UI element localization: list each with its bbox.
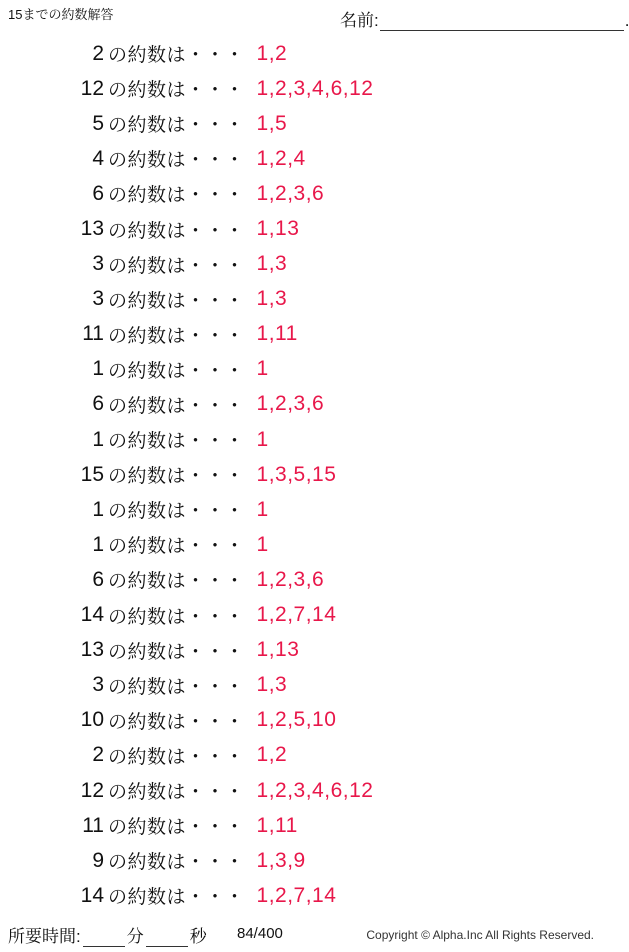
problem-row xyxy=(0,843,600,878)
problem-number: 1 xyxy=(92,497,104,521)
problem-number: 4 xyxy=(92,146,104,170)
problem-number: 6 xyxy=(92,567,104,591)
problem-phrase: の約数は・・・ xyxy=(108,711,245,733)
page-header xyxy=(0,0,629,34)
page-count: 84/400 xyxy=(237,925,283,942)
problem-row xyxy=(0,282,600,317)
problem-phrase: の約数は・・・ xyxy=(108,782,245,804)
elapsed-time-label: 所要時間: xyxy=(8,927,81,946)
problem-phrase: の約数は・・・ xyxy=(108,501,245,523)
problem-answer: 1,2,3,6 xyxy=(256,392,325,416)
problem-number: 13 xyxy=(80,217,104,241)
problem-phrase: の約数は・・・ xyxy=(108,817,245,839)
problem-phrase: の約数は・・・ xyxy=(108,360,245,382)
problem-phrase: の約数は・・・ xyxy=(108,571,245,593)
problem-row xyxy=(0,71,600,106)
problem-number: 2 xyxy=(92,743,104,767)
problem-answer: 1,11 xyxy=(256,322,298,346)
problem-number: 11 xyxy=(82,322,104,346)
problem-phrase: の約数は・・・ xyxy=(108,676,245,698)
problem-answer: 1,2,3,6 xyxy=(256,181,325,205)
name-trailing-mark: . xyxy=(624,11,629,30)
problem-phrase: の約数は・・・ xyxy=(108,115,245,137)
problem-row xyxy=(0,141,600,176)
problem-phrase: の約数は・・・ xyxy=(108,150,245,172)
problem-row xyxy=(0,457,600,492)
problem-row xyxy=(0,668,600,703)
problem-number: 13 xyxy=(80,638,104,662)
name-label: 名前: xyxy=(340,11,379,30)
problem-phrase: の約数は・・・ xyxy=(108,255,245,277)
problem-number: 1 xyxy=(92,357,104,381)
problem-phrase: の約数は・・・ xyxy=(108,325,245,347)
problem-phrase: の約数は・・・ xyxy=(108,536,245,558)
problem-row xyxy=(0,703,600,738)
problem-row xyxy=(0,422,600,457)
problem-answer: 1,2,7,14 xyxy=(256,883,337,907)
problem-answer: 1 xyxy=(256,427,269,451)
problem-row xyxy=(0,106,600,141)
seconds-unit: 秒 xyxy=(189,927,207,946)
problem-number: 14 xyxy=(80,603,104,627)
problem-phrase: の約数は・・・ xyxy=(108,395,245,417)
problem-phrase: の約数は・・・ xyxy=(108,220,245,242)
problem-phrase: の約数は・・・ xyxy=(108,431,245,453)
problem-answer: 1,2,3,4,6,12 xyxy=(256,778,374,802)
problem-answer: 1,3,9 xyxy=(256,848,306,872)
problem-row xyxy=(0,527,600,562)
problem-number: 2 xyxy=(92,41,104,65)
problem-answer: 1,13 xyxy=(256,217,300,241)
problem-row xyxy=(0,387,600,422)
problem-answer: 1 xyxy=(256,532,269,556)
problem-row xyxy=(0,773,600,808)
problem-row xyxy=(0,211,600,246)
problem-answer: 1 xyxy=(256,497,269,521)
problem-number: 1 xyxy=(92,427,104,451)
problem-number: 11 xyxy=(82,813,104,837)
page-title: 15までの約数解答 xyxy=(8,7,114,22)
problem-number: 1 xyxy=(92,532,104,556)
problem-row xyxy=(0,36,600,71)
elapsed-time-block xyxy=(8,922,207,947)
problem-phrase: の約数は・・・ xyxy=(108,466,245,488)
problem-number: 3 xyxy=(92,287,104,311)
problem-row xyxy=(0,562,600,597)
problem-answer: 1,2,5,10 xyxy=(256,708,337,732)
problem-number: 10 xyxy=(80,708,104,732)
problem-answer: 1,2,3,6 xyxy=(256,567,325,591)
minutes-input-line[interactable] xyxy=(83,929,125,947)
problem-number: 12 xyxy=(80,76,104,100)
problem-answer: 1,3 xyxy=(256,287,288,311)
problem-answer: 1,11 xyxy=(256,813,298,837)
problem-number: 15 xyxy=(80,462,104,486)
problem-answer: 1,2 xyxy=(256,743,288,767)
problem-phrase: の約数は・・・ xyxy=(108,290,245,312)
problem-answer: 1 xyxy=(256,357,269,381)
problem-phrase: の約数は・・・ xyxy=(108,45,245,67)
problem-phrase: の約数は・・・ xyxy=(108,887,245,909)
name-field-block xyxy=(340,6,629,31)
problem-phrase: の約数は・・・ xyxy=(108,641,245,663)
problem-row xyxy=(0,633,600,668)
problem-answer: 1,2,7,14 xyxy=(256,603,337,627)
problem-row xyxy=(0,738,600,773)
problem-row xyxy=(0,247,600,282)
problem-phrase: の約数は・・・ xyxy=(108,606,245,628)
problem-phrase: の約数は・・・ xyxy=(108,80,245,102)
problem-number: 12 xyxy=(80,778,104,802)
problem-answer: 1,5 xyxy=(256,111,288,135)
problem-row xyxy=(0,317,600,352)
problem-answer: 1,3,5,15 xyxy=(256,462,337,486)
problem-row xyxy=(0,176,600,211)
problem-number: 14 xyxy=(80,883,104,907)
problem-number: 6 xyxy=(92,392,104,416)
problem-answer: 1,3 xyxy=(256,673,288,697)
name-input-line[interactable] xyxy=(380,12,624,31)
problem-number: 3 xyxy=(92,252,104,276)
problem-number: 3 xyxy=(92,673,104,697)
problem-phrase: の約数は・・・ xyxy=(108,852,245,874)
problem-phrase: の約数は・・・ xyxy=(108,185,245,207)
problem-answer: 1,13 xyxy=(256,638,300,662)
problem-answer: 1,2,4 xyxy=(256,146,306,170)
problem-number: 6 xyxy=(92,181,104,205)
copyright-notice: Copyright © Alpha.Inc All Rights Reserved. xyxy=(366,928,594,942)
problem-row xyxy=(0,878,600,913)
problem-answer: 1,2 xyxy=(256,41,288,65)
problem-row xyxy=(0,598,600,633)
problem-row xyxy=(0,808,600,843)
problem-row xyxy=(0,492,600,527)
problem-phrase: の約数は・・・ xyxy=(108,746,245,768)
problem-answer: 1,3 xyxy=(256,252,288,276)
problem-number: 9 xyxy=(92,848,104,872)
seconds-input-line[interactable] xyxy=(146,929,188,947)
minutes-unit: 分 xyxy=(126,927,144,946)
problem-number: 5 xyxy=(92,111,104,135)
problem-list xyxy=(0,36,600,913)
problem-answer: 1,2,3,4,6,12 xyxy=(256,76,374,100)
problem-row xyxy=(0,352,600,387)
page-footer xyxy=(0,920,600,948)
